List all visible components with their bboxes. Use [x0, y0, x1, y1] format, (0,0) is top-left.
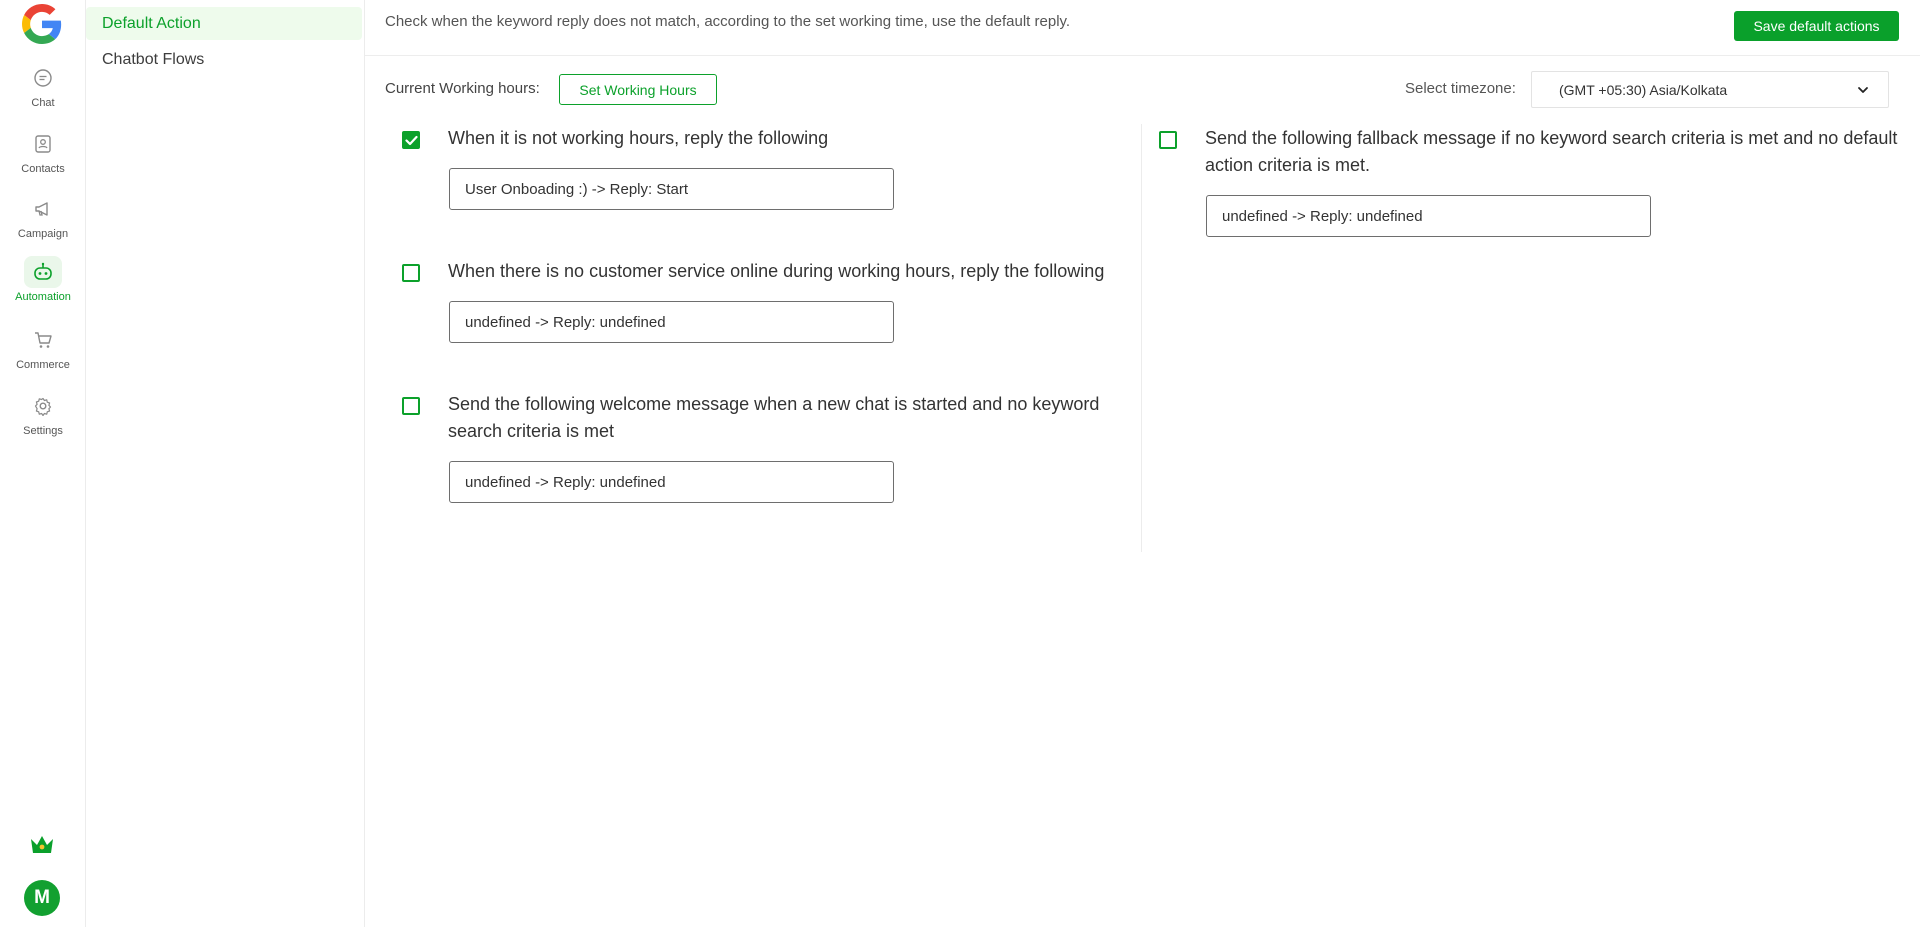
not-working-hours-checkbox[interactable]: [402, 131, 420, 149]
rail-item-contacts[interactable]: [0, 128, 86, 175]
rail-label-contacts: Contacts: [21, 163, 65, 175]
set-working-hours-button[interactable]: Set Working Hours: [559, 74, 717, 105]
column-divider: [1141, 124, 1142, 552]
welcome-message-checkbox[interactable]: [402, 397, 420, 415]
rail-item-commerce[interactable]: [0, 324, 86, 371]
main-content: [365, 0, 1920, 927]
gear-icon: [24, 390, 62, 422]
rail-label-chat: Chat: [31, 97, 55, 109]
timezone-select[interactable]: [1531, 71, 1889, 108]
timezone-value: (GMT +05:30) Asia/Kolkata: [1559, 81, 1728, 98]
rail-label-commerce: Commerce: [16, 359, 70, 371]
not-working-hours-text: When it is not working hours, reply the following: [448, 128, 829, 148]
rail-label-settings: Settings: [23, 425, 63, 437]
fallback-message-text: Send the following fallback message if no keyword search criteria is met and no default action criteria is met.: [1205, 128, 1898, 175]
top-bar: [365, 0, 1920, 56]
save-default-actions-button[interactable]: Save default actions: [1734, 11, 1899, 41]
no-agent-online-text: When there is no customer service online during working hours, reply the following: [448, 261, 1105, 281]
no-agent-online-reply-input[interactable]: undefined -> Reply: undefined: [449, 301, 894, 343]
working-hours-label: Current Working hours:: [385, 80, 540, 97]
automation-subnav: [86, 0, 365, 927]
rail-item-chat[interactable]: [0, 62, 86, 109]
welcome-message-text: Send the following welcome message when a new chat is started and no keyword search criteria is met: [448, 394, 1100, 441]
megaphone-icon: [24, 193, 62, 225]
fallback-message-checkbox[interactable]: [1159, 131, 1177, 149]
contacts-icon: [24, 128, 62, 160]
google-logo-icon[interactable]: [22, 4, 62, 44]
chevron-down-icon: [1856, 83, 1870, 97]
rail-item-campaign[interactable]: [0, 193, 86, 240]
page-hint: Check when the keyword reply does not match, according to the set working time, use the default reply.: [385, 13, 1071, 30]
rail-label-automation: Automation: [15, 291, 71, 303]
rail-item-settings[interactable]: [0, 390, 86, 437]
crown-icon[interactable]: [29, 834, 55, 856]
no-agent-online-checkbox[interactable]: [402, 264, 420, 282]
rail-label-campaign: Campaign: [17, 228, 69, 240]
avatar[interactable]: M: [24, 880, 60, 916]
not-working-hours-reply-input[interactable]: User Onboading :) -> Reply: Start: [449, 168, 894, 210]
subnav-item-default-action[interactable]: Default Action: [86, 7, 362, 40]
welcome-message-reply-input[interactable]: undefined -> Reply: undefined: [449, 461, 894, 503]
check-icon: [405, 135, 418, 146]
bot-icon: [24, 256, 62, 288]
subnav-item-chatbot-flows[interactable]: Chatbot Flows: [102, 50, 205, 68]
icon-rail: [0, 0, 86, 927]
fallback-message-reply-input[interactable]: undefined -> Reply: undefined: [1206, 195, 1651, 237]
cart-icon: [24, 324, 62, 356]
chat-icon: [24, 62, 62, 94]
rail-item-automation[interactable]: [0, 256, 86, 303]
timezone-label: Select timezone:: [1405, 80, 1516, 97]
